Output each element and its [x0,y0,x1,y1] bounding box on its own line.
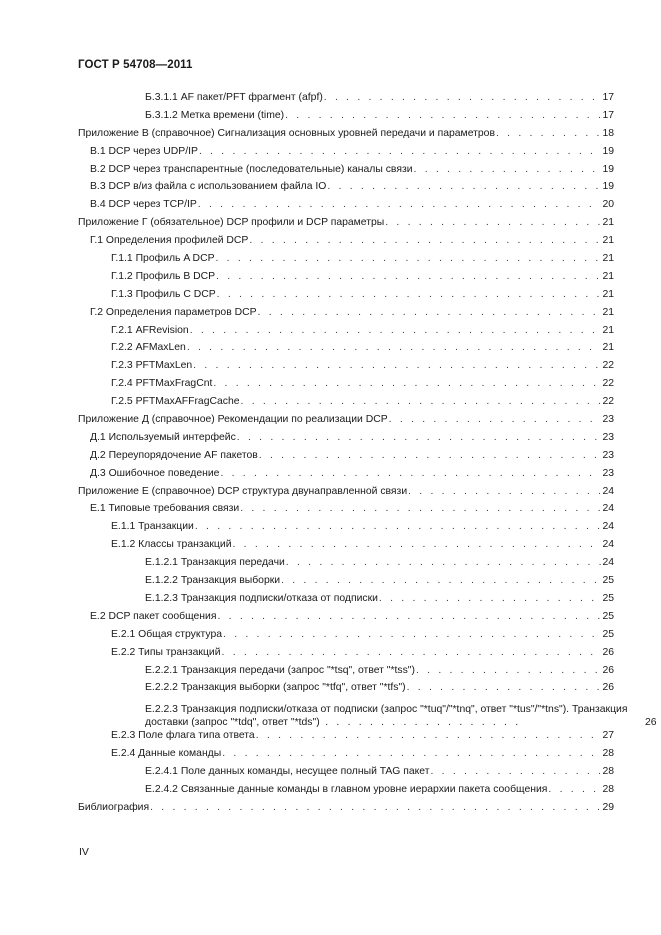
toc-leader-dots [258,307,602,319]
toc-entry [78,288,614,306]
toc-leader-dots [327,181,601,193]
toc-leader-dots [496,128,601,140]
toc-entry-title: Б.3.1.1 AF пакет/PFT фрагмент (afpf) [145,92,323,103]
toc-leader-dots [190,325,602,337]
toc-leader-dots [217,289,602,301]
toc-page-number: 24 [602,521,614,533]
toc-leader-dots [548,784,601,796]
toc-page-number: 21 [602,324,614,336]
toc-page-number: 23 [602,467,614,479]
toc-leader-dots [195,521,602,533]
toc-leader-dots [193,360,601,372]
toc-entry [78,449,614,467]
toc-entry-title: В.1 DCP через UDP/IP [90,145,198,157]
toc-leader-dots [385,217,601,229]
toc-leader-dots [285,110,601,122]
toc-entry-title: Д.3 Ошибочное поведение [90,467,220,479]
toc-entry [78,306,614,324]
toc-leader-dots [259,450,602,462]
toc-page-number: 27 [602,730,614,742]
toc-entry [78,395,614,413]
toc-leader-dots [198,199,602,211]
toc-page-number: 22 [602,378,614,390]
toc-leader-dots [416,665,601,677]
toc-page-number: 26 [602,646,614,658]
toc-leader-dots [431,766,602,778]
toc-leader-dots [286,557,602,569]
toc-entry-title: Г.2 Определения параметров DCP [90,306,257,318]
toc-leader-dots [213,378,601,390]
toc-entry [78,234,614,252]
toc-entry-title: Г.1.3 Профиль C DCP [111,288,216,300]
toc-entry [78,341,614,359]
toc-entry-title: Е.2.2.3 Транзакция подписки/отказа от подписки (запрос "*tuq"/"*tnq", ответ "*tus"/"*tns"). Транзакция доставки (запрос "*tdq", ответ "*tds") . . . . . . . . . . . . . . . . . . [145,704,628,729]
toc-entry-title: Приложение Д (справочное) Рекомендации по реализации DCP [78,414,388,426]
toc-entry-title: Г.1.2 Профиль B DCP [111,270,216,282]
toc-entry-title: Г.2.2 AFMaxLen [111,342,186,354]
toc-page-number: 17 [602,92,614,103]
toc-entry [78,163,614,181]
toc-entry-title: Е.1.1 Транзакции [111,521,194,533]
toc-page-number: 24 [602,485,614,497]
toc-page-number: 21 [602,288,614,300]
toc-page-number: 21 [602,217,614,229]
toc-leader-dots [187,342,602,354]
toc-entry-title: Е.2.4.2 Связанные данные команды в главном уровне иерархии пакета сообщения [145,783,548,795]
toc-page-number: 21 [602,306,614,318]
toc-leader-dots [222,647,602,659]
toc-entry [78,485,614,503]
toc-entry [78,729,614,747]
toc-leader-dots [256,730,602,742]
toc-entry-title: Приложение Г (обязательное) DCP профили и DCP параметры [78,217,385,229]
toc-entry [78,252,614,270]
toc-page-number: 19 [602,145,614,157]
toc-page-number: 25 [602,610,614,622]
toc-entry [78,681,614,699]
toc-page-number: 19 [602,181,614,193]
toc-entry [78,520,614,538]
toc-page-number: 23 [602,414,614,426]
toc-leader-dots [220,468,601,480]
toc-page-number: 28 [602,748,614,760]
toc-entry [78,216,614,234]
toc-entry [78,628,614,646]
toc-entry-title: Б.3.1.2 Метка времени (time) [145,109,285,121]
toc-entry [78,747,614,765]
toc-entry-title: Е.1.2.3 Транзакция подписки/отказа от подписки [145,592,378,604]
toc-entry [78,801,614,819]
toc-page-number: 26 [602,664,614,676]
toc-page-number: 24 [602,503,614,515]
toc-leader-dots [408,486,601,498]
toc-entry-title: Д.2 Переупорядочение AF пакетов [90,449,258,461]
toc-entry [78,467,614,485]
toc-entry [78,91,614,109]
toc-leader-dots [223,629,601,641]
toc-entry [78,270,614,288]
toc-entry-title: Д.1 Используемый интерфейс [90,431,236,443]
toc-page-number: 22 [602,396,614,408]
toc-entry [78,664,614,682]
toc-entry-title: Г.2.1 AFRevision [111,324,189,336]
toc-entry-title: Е.2.4.1 Поле данных команды, несущее полный TAG пакет [145,766,430,778]
toc-leader-dots [240,503,601,515]
toc-page-number: 24 [602,557,614,569]
toc-page-number: 29 [602,801,614,813]
toc-leader-dots [233,539,602,551]
toc-page-number: 25 [602,575,614,587]
toc-entry-title: Г.1 Определения профилей DCP [90,235,249,247]
toc-entry [78,359,614,377]
toc-page-number: 25 [602,592,614,604]
toc-page-number: 26 [645,717,657,729]
toc-leader-dots [216,271,601,283]
toc-page-number: 18 [602,127,614,139]
toc-entry-title: Е.2 DCP пакет сообщения [90,610,217,622]
toc-entry-title: Е.1 Типовые требования связи [90,503,240,515]
toc-page-number: 22 [602,360,614,372]
toc-entry [78,198,614,216]
toc-entry [78,377,614,395]
toc-leader-dots [237,432,602,444]
page-number: IV [79,846,89,858]
toc-entry [78,765,614,783]
toc-entry-title: Приложение Е (справочное) DCP структура двунаправленной связи [78,485,408,497]
toc-entry-title: Е.2.4 Данные команды [111,748,222,760]
toc-entry-title: Г.2.3 PFTMaxLen [111,360,193,372]
toc-entry [78,109,614,127]
toc-entry-title: Е.2.2 Типы транзакций [111,646,221,658]
toc-page-number: 25 [602,628,614,640]
toc-page-number: 21 [602,253,614,265]
toc-leader-dots [324,92,602,104]
toc-entry [78,646,614,664]
toc-page-number: 19 [602,163,614,175]
toc-entry [78,145,614,163]
toc-leader-dots [199,146,602,158]
toc-entry-title: Приложение В (справочное) Сигнализация основных уровней передачи и параметров [78,127,495,139]
toc-entry [78,127,614,145]
toc-page-number: 21 [602,235,614,247]
toc-page-number: 21 [602,270,614,282]
table-of-contents [78,91,657,819]
toc-entry [78,431,614,449]
toc-entry-title: Е.2.3 Поле флага типа ответа [111,730,255,742]
toc-page-number: 17 [602,109,614,121]
toc-entry [78,538,614,556]
toc-entry [78,592,614,610]
toc-entry-title: Е.2.2.1 Транзакция передачи (запрос "*tsq", ответ "*tss") [145,664,415,676]
toc-entry-title: Е.2.1 Общая структура [111,628,223,640]
toc-leader-dots [389,414,602,426]
toc-leader-dots [407,682,602,694]
toc-entry-title: Е.1.2.2 Транзакция выборки [145,575,281,587]
toc-leader-dots [222,748,601,760]
toc-entry-title: Библиография [78,801,150,813]
toc-leader-dots [241,396,602,408]
toc-page-number: 21 [602,342,614,354]
document-header: ГОСТ Р 54708—2011 [78,59,193,71]
toc-entry-title: Е.1.2.1 Транзакция передачи [145,557,285,569]
toc-page-number: 24 [602,539,614,551]
toc-entry-title: В.3 DCP в/из файла с использованием файла IO [90,181,327,193]
toc-page-number: 23 [602,431,614,443]
toc-entry [78,574,614,592]
toc-entry-title: Г.1.1 Профиль A DCP [111,253,215,265]
toc-leader-dots: . . . . . . . . . . . . . . . . . . [319,717,521,729]
toc-entry-title: Е.1.2 Классы транзакций [111,539,232,551]
toc-entry-title: В.4 DCP через TCP/IP [90,199,197,211]
toc-leader-dots [216,253,602,265]
toc-entry [78,610,614,628]
toc-leader-dots [150,802,601,814]
toc-page-number: 26 [602,682,614,694]
toc-entry-title: Г.2.4 PFTMaxFragCnt [111,378,213,390]
toc-entry [78,699,657,729]
toc-entry-title: В.2 DCP через транспарентные (последовательные) каналы связи [90,163,413,175]
toc-leader-dots [281,575,601,587]
toc-leader-dots [379,593,602,605]
toc-entry-title: Е.2.2.2 Транзакция выборки (запрос "*tfq", ответ "*tfs") [145,682,406,694]
toc-entry [78,502,614,520]
toc-entry [78,324,614,342]
toc-page-number: 23 [602,449,614,461]
toc-page-number: 28 [602,783,614,795]
toc-leader-dots [217,611,601,623]
toc-entry [78,556,614,574]
toc-entry [78,783,614,801]
toc-entry-title: Г.2.5 PFTMaxAFFragCache [111,396,240,408]
toc-leader-dots [414,164,602,176]
toc-page-number: 28 [602,766,614,778]
toc-entry [78,413,614,431]
toc-leader-dots [249,235,601,247]
toc-page-number: 20 [602,199,614,211]
toc-entry [78,180,614,198]
